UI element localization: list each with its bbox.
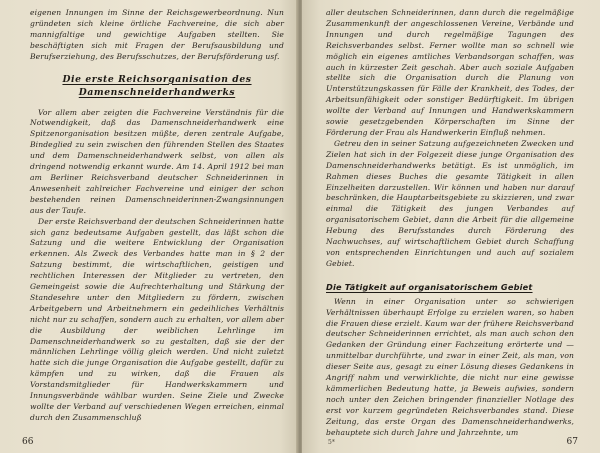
left-page-number: 66 [22,437,34,447]
left-top-paragraph: eigenen Innungen im Sinne der Reichsgewerbeordnung. Nun gründeten sich kleine örtliche Fachvereine, die sich aber mannigfaltige und gewichtige Aufgaben stellten. Sie beschäftigten sich mit Fragen der Berufsausbildung und Berufserziehung, des Berufsschutzes, der Berufsförderung usf. [30,8,284,61]
right-page-number: 67 [566,437,578,447]
right-page-body [326,8,574,439]
right-paragraph-3: Wenn in einer Organisation unter so schwierigen Verhältnissen überhaupt Erfolge zu erzielen waren, so haben die Frauen diese erzielt. Kaum war der frühere Reichsverband deutscher Schneiderinnen errichtet, als man auch schon den Gedanken der Gründung einer Fachzeitung erörterte und — unmittelbar durchführte, und zwar in einer Zeit, als man, von dieser Seite aus, gesagt zu einer Lösung dieses Gedankens in Angriff nahm und verwirklichte, die nicht nur eine gewisse kämmerlichen Bedeutung hatte, ja Beweis aufwies, sondern noch unter den Zeichen bringender finanzieller Notlage des erst vor kurzem gegründeten Reichsverbandes stand. Diese Zeitung, das erste Organ des Damenschneiderhandwerks, behauptete sich durch Jahre und Jahrzehnte, um [326,296,574,437]
left-paragraph-1: Vor allem aber zeigten die Fachvereine Verständnis für die Notwendigkeit, daß das Damenschneiderhandwerk eine Spitzenorganisation besitzen müßte, deren zentrale Aufgabe, Bindeglied zu sein zwischen den führenden Stellen des Staates und dem Damenschneiderhandwerk selbst, von allen als dringend notwendig erkannt wurde. Am 14. April 1912 bei man am Berliner Reichsverband deutscher Schneiderinnen in Anwesenheit zahlreicher Fachvereine und einiger der schon bestehenden reinen Damenschneiderinnen-Zwangsinnungen aus der Taufe. [30,107,284,215]
right-section-heading: Die Tätigkeit auf organisatorischem Gebiet [326,281,533,292]
right-paragraph-2: Getreu den in seiner Satzung aufgezeichneten Zwecken und Zielen hat sich in der Folgezeit diese junge Organisation des Damenschneiderhandwerks betätigt. Es ist unmöglich, im Rahmen dieses Buches die gesamte Tätigkeit in allen Einzelheiten darzustellen. Wir können und haben nur darauf beschränken, die Hauptarbeitsgebiete zu skizzieren, und zwar einmal die Tätigkeit des jungen Verbandes auf organisatorischem Gebiet, dann die Arbeit für die allgemeine Hebung des Berufsstandes durch Förderung des Nachwuchses, auf wirtschaftlichem Gebiet durch Schaffung von entsprechenden Einrichtungen und auch auf sozialem Gebiet. [326,138,574,268]
left-page-body [30,8,284,424]
right-page [302,0,600,453]
left-page [0,0,298,453]
left-section-heading: Die erste Reichsorganisation des Damenschneiderhandwerks [62,73,252,98]
signature-mark: 5* [328,439,335,446]
right-paragraph-1: aller deutschen Schneiderinnen, dann durch die regelmäßige Zusammenkunft der angeschlossenen Vereine, Verbände und Innungen und durch regelmäßige Tagungen des Reichsverbandes selbst. Ferner wollte man so schnell wie möglich ein eigenes amtliches Verbandsorgan schaffen, was auch in kürzester Zeit geschah. Aber auch soziale Aufgaben stellte sich die Organisation durch die Planung von Unterstützungskassen für Fälle der Krankheit, des Todes, der Arbeitsunfähigkeit oder sonstiger Bedürftigkeit. Im übrigen wollte der Verband auf Innungen und Handwerkskammern sowie gesetzgebenden Körperschaften im Sinne der Förderung der Frau als Handwerkerin Einfluß nehmen. [326,8,574,137]
left-paragraph-2: Der erste Reichsverband der deutschen Schneiderinnen hatte sich ganz bedeutsame Aufgaben gestellt, das läßt schon die Satzung und die weitere Entwicklung der Organisation erkennen. Als Zweck des Verbandes hatte man in § 2 der Satzung bestimmt, die wirtschaftlichen, geistigen und rechtlichen Interessen der Mitglieder zu vertreten, den Gemeingeist sowie die Aufrechterhaltung und Stärkung der Standesehre unter den Mitgliedern zu fördern, zwischen Arbeitgebern und Arbeitnehmern ein gedeihliches Verhältnis nicht nur zu schaffen, sondern auch zu erhalten, vor allem aber die Ausbildung der weiblichen Lehrlinge im Damenschneiderhandwerk so zu gestalten, daß sie der der männlichen Lehrlinge völlig gleich werden. Und nicht zuletzt hatte sich die junge Organisation die Aufgabe gestellt, dafür zu kämpfen und zu wirken, daß die Frauen als Vorstandsmitglieder für Handwerkskammern und Innungsverbände wählbar wurden. Seine Ziele und Zwecke wollte der Verband auf verschiedenen Wegen erreichen, einmal durch den Zusammenschluß [30,216,284,422]
